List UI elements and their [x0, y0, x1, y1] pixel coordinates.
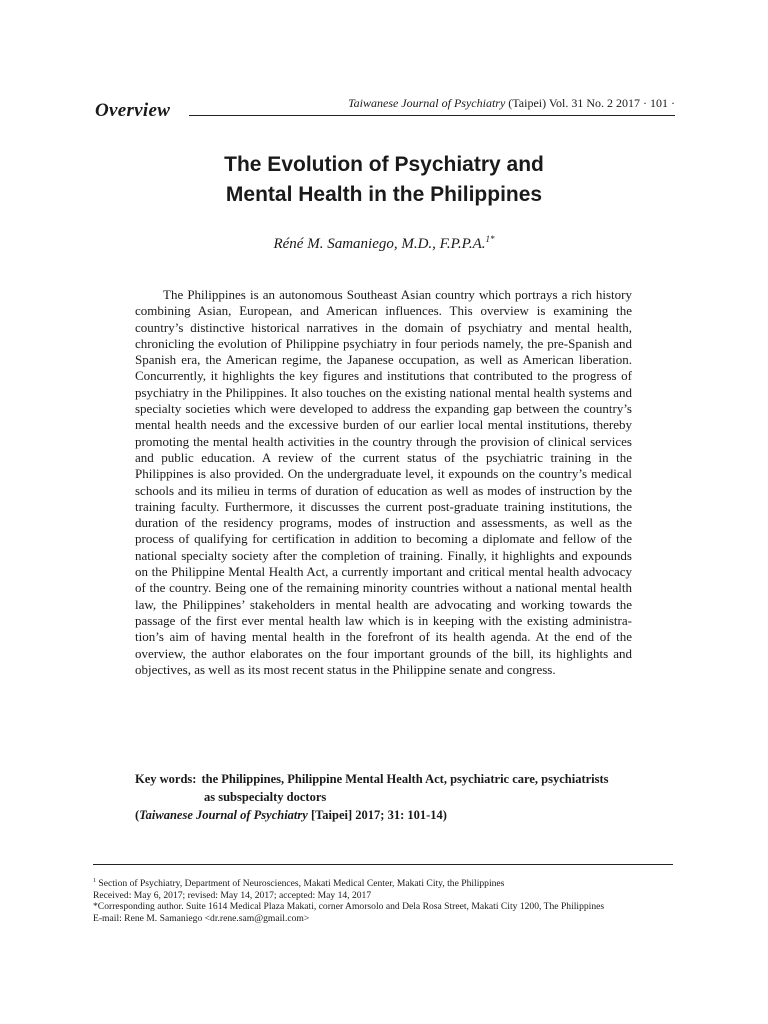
keywords-line-1: the Philippines, Philippine Mental Health Act, psychiatric care, psychiatrists	[201, 772, 609, 786]
keywords-block	[135, 770, 655, 806]
abstract-text: The Philippines is an autonomous Southeast Asian country which portrays a rich history combining Asian, European, and American influences. This overview is examining the country’s distinctive historical narratives in the domain of psychiatry and mental health, chronicling the evolution of Philippine psychiatry in four periods namely, the pre-Spanish and Spanish era, the American regime, the Japanese occupation, as well as American liberation. Concurrently, it highlights the key figures and institutions that contributed to the progress of psychiatry in the Philippines. It also touches on the existing national mental health systems and specialty societies which were developed to address the expanding gap between the country’s mental health needs and the excessive burden of our earlier local mental institutions, thereby promoting the mental health activities in the country through the provision of clinical services and public education. A review of the current status of the psychiatric training in the Philippines is also provided. On the undergraduate level, it expounds on the country’s medical schools and its milieu in terms of duration of education as well as modes of instruction by the training faculty. Furthermore, it discusses the current post-graduate training institutions, the duration of the residency programs, modes of instruction and assessments, as well as the process of qualifying for certification in addition to becoming a diplomate and fellow of the national specialty society after the completion of training. Finally, it highlights and expounds on the Philippine Mental Health Act, a currently important and critical mental health advocacy of the country. Being one of the remaining minority countries without a national mental health law, the Philippines’ stakeholders in mental health are advocating and working towards the passage of the first ever mental health law which is in keeping with the existing administration’s aim of having mental health in the forefront of its health agenda. At the end of the overview, the author elaborates on the four important grounds of the bill, its highlights and objectives, as well as its most recent status in the Philippine senate and congress.	[135, 287, 632, 677]
footnote-email: E-mail: Rene M. Samaniego <dr.rene.sam@gmail.com>	[93, 912, 310, 924]
section-label: Overview	[95, 100, 171, 121]
author-line	[96, 234, 672, 253]
title-line-2: Mental Health in the Philippines	[225, 183, 543, 206]
footnotes	[93, 876, 693, 925]
citation-open: (	[135, 808, 140, 822]
page-header	[95, 94, 675, 122]
footnote-dates: Received: May 6, 2017; revised: May 14, 2017; accepted: May 14, 2017	[93, 889, 372, 901]
footnote-affiliation	[93, 876, 693, 890]
citation-details: [Taipei] 2017; 31: 101-14)	[307, 808, 447, 822]
title-line-1: The Evolution of Psychiatry and	[224, 153, 544, 176]
header-rule	[189, 115, 675, 116]
journal-issue: (Taipei) Vol. 31 No. 2 2017 · 101 ·	[508, 96, 675, 110]
author-name: Réné M. Samaniego, M.D., F.P.P.A.	[273, 236, 486, 252]
keywords-line-2: as subspecialty doctors	[204, 790, 327, 804]
affiliation-text: Section of Psychiatry, Department of Neurosciences, Makati Medical Center, Makati City, the Philippines	[98, 878, 505, 890]
journal-name: Taiwanese Journal of Psychiatry	[348, 96, 506, 110]
footnote-corresponding: *Corresponding author. Suite 1614 Medical Plaza Makati, corner Amorsolo and Dela Rosa Street, Makati City 1200, The Philippines	[93, 901, 605, 913]
citation-journal: Taiwanese Journal of Psychiatry	[139, 808, 308, 822]
journal-running-head	[348, 96, 675, 111]
author-marks: 1*	[485, 234, 495, 244]
affiliation-mark: 1	[93, 878, 96, 884]
footnote-rule	[93, 864, 673, 865]
keywords-label: Key words:	[135, 772, 197, 786]
citation-line	[135, 808, 447, 823]
article-title	[96, 150, 672, 210]
